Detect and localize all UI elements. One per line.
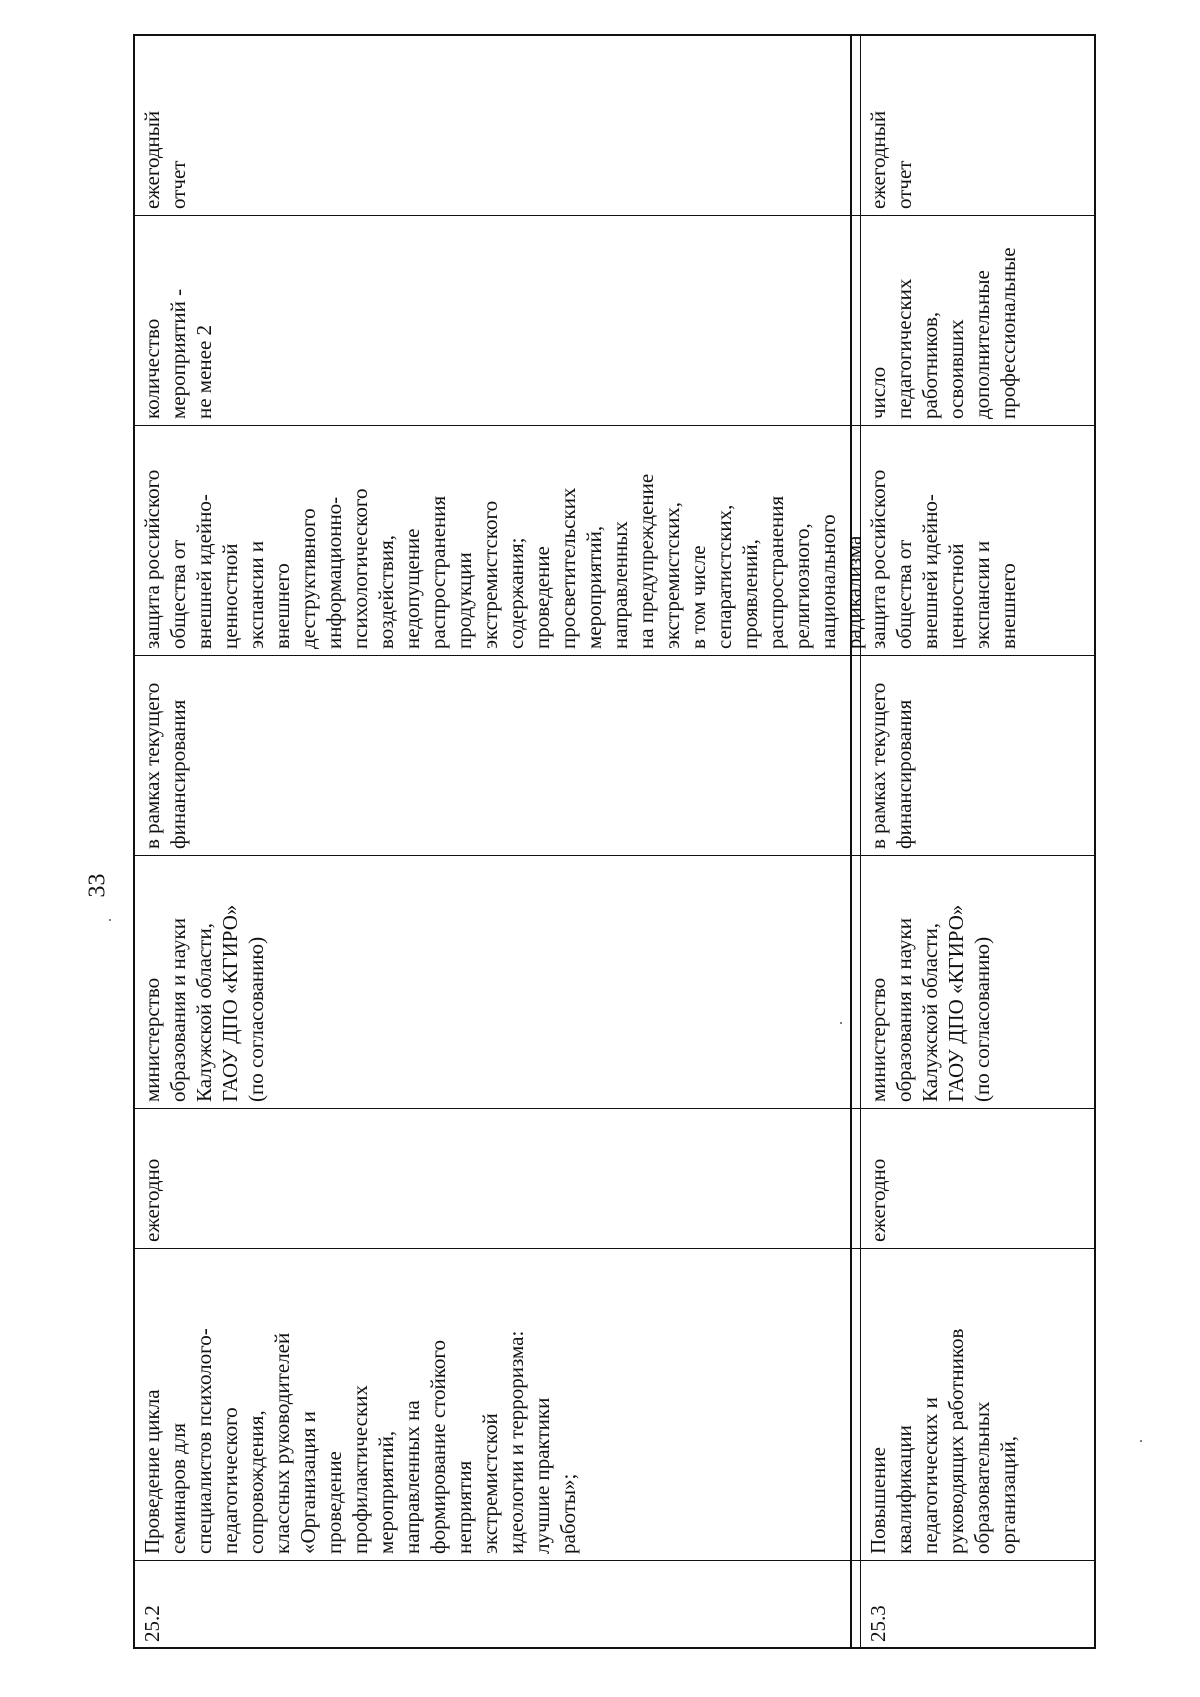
cell-text: министерство образования и науки Калужской области, ГАОУ ДПО «КГИРО» (по согласованию) xyxy=(866,904,994,1102)
column-divider xyxy=(133,215,1096,216)
cell-text: число педагогических работников, освоивших дополнительные профессиональные xyxy=(866,247,1020,419)
scan-speck xyxy=(1140,1440,1142,1442)
column-divider xyxy=(133,425,1096,426)
cell-text: ежегодный отчет xyxy=(866,110,916,209)
cell-text: ежегодно xyxy=(866,1158,890,1242)
scan-speck xyxy=(840,1022,842,1024)
table-border-left xyxy=(133,1647,1096,1649)
cell-text: в рамках текущего финансирования xyxy=(866,682,916,849)
table-border-top xyxy=(133,34,135,1649)
column-divider xyxy=(133,655,1096,656)
cell-text: Проведение цикла семинаров для специалистов психолого- педагогического сопровождения, классных руководителей «Организация и проведение профилактических мероприятий, направленных на формирование стойкого неприятия экстремистской идеологии и терроризма: лучшие практики работы»; xyxy=(140,1328,580,1554)
cell-text: министерство образования и науки Калужской области, ГАОУ ДПО «КГИРО» (по согласованию) xyxy=(140,904,268,1102)
cell-text: защита российского общества от внешней идейно- ценностной экспансии и внешнего xyxy=(866,469,1020,649)
cell-text: 25.3 xyxy=(866,1605,890,1642)
scan-speck xyxy=(109,919,111,921)
cell-text: количество мероприятий - не менее 2 xyxy=(140,288,216,419)
cell-text: ежегодно xyxy=(140,1158,164,1242)
cell-text: Повышение квалификации педагогических и руководящих работников образовательных организаций, xyxy=(866,1328,1020,1554)
cell-text: 25.2 xyxy=(140,1605,164,1642)
table-border-bottom xyxy=(1094,34,1096,1649)
row-divider xyxy=(860,34,861,1649)
page-number: 33 xyxy=(84,873,111,898)
cell-text: ежегодный отчет xyxy=(140,110,190,209)
column-divider xyxy=(133,1560,1096,1561)
column-divider xyxy=(133,1108,1096,1109)
cell-text: в рамках текущего финансирования xyxy=(140,682,190,849)
column-divider xyxy=(133,1248,1096,1249)
row-divider xyxy=(850,34,852,1649)
cell-text: защита российского общества от внешней идейно- ценностной экспансии и внешнего деструктивного информационно- психологического воздействия, недопущение распространения продукции экстремистского содержания; проведение просветительских мероприятий, направленных на предупреждение экстремистских, в том числе сепаратистских, проявлений, распространения религиозного, национального радикализма xyxy=(140,469,866,649)
column-divider xyxy=(133,855,1096,856)
table-border-right xyxy=(133,34,1096,36)
